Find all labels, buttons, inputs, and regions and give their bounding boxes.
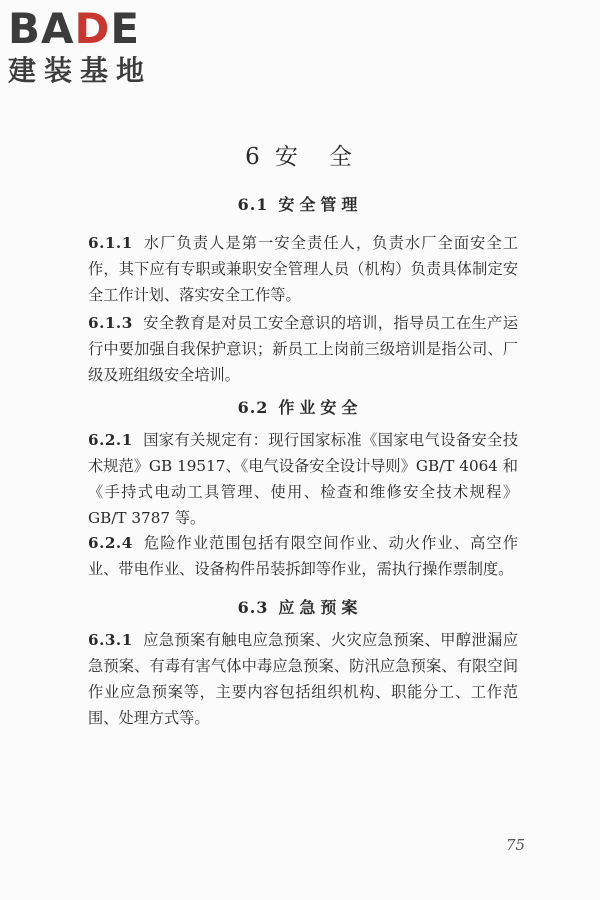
logo-wordmark: BADE [8,4,141,53]
clause-text: 安全教育是对员工安全意识的培训，指导员工在生产运行中要加强自我保护意识；新员工上岗前三级培训是指公司、厂级及班组级安全培训。 [88,314,518,384]
section-title-6-2 [0,395,600,418]
section-number: 6.1 [237,195,269,214]
section-title-6-3 [0,595,600,618]
clause-text: 国家有关规定有：现行国家标准《国家电气设备安全技术规范》GB 19517、《电气设备安全设计导则》GB/T 4064 和《手持式电动工具管理、使用、检查和维修安全技术规程》GB/T 3787 等。 [88,431,518,527]
clause-text: 应急预案有触电应急预案、火灾应急预案、甲醇泄漏应急预案、有毒有害气体中毒应急预案、防汛应急预案、有限空间作业应急预案等，主要内容包括组织机构、职能分工、工作范围、处理方式等。 [88,631,518,727]
section-heading: 安全管理 [278,195,363,214]
clause-6-1-1 [88,230,518,308]
clause-6-3-1 [88,627,518,731]
section-number: 6.2 [237,398,269,417]
clause-number: 6.2.4 [88,534,133,552]
clause-text: 水厂负责人是第一安全责任人，负责水厂全面安全工作，其下应有专职或兼职安全管理人员（机构）负责具体制定安全工作计划、落实安全工作等。 [88,234,518,304]
logo [8,6,178,88]
logo-subtitle: 建装基地 [8,54,153,87]
clause-number: 6.2.1 [88,431,133,449]
clause-6-1-3 [88,310,518,388]
clause-6-2-4 [88,530,518,582]
section-number: 6.3 [237,598,269,617]
clause-number: 6.3.1 [88,631,133,649]
section-heading: 应急预案 [278,598,363,617]
clause-text: 危险作业范围包括有限空间作业、动火作业、高空作业、带电作业、设备构件吊装拆卸等作业，需执行操作票制度。 [88,534,518,578]
clause-number: 6.1.1 [88,234,133,252]
section-title-6-1 [0,192,600,215]
chapter-title [0,138,600,171]
chapter-title-part1: 安 [274,144,301,170]
clause-number: 6.1.3 [88,314,133,332]
chapter-title-part2: 全 [328,144,355,170]
page-number: 75 [506,836,526,854]
clause-6-2-1 [88,427,518,531]
section-heading: 作业安全 [278,398,363,417]
chapter-number: 6 [245,144,263,170]
